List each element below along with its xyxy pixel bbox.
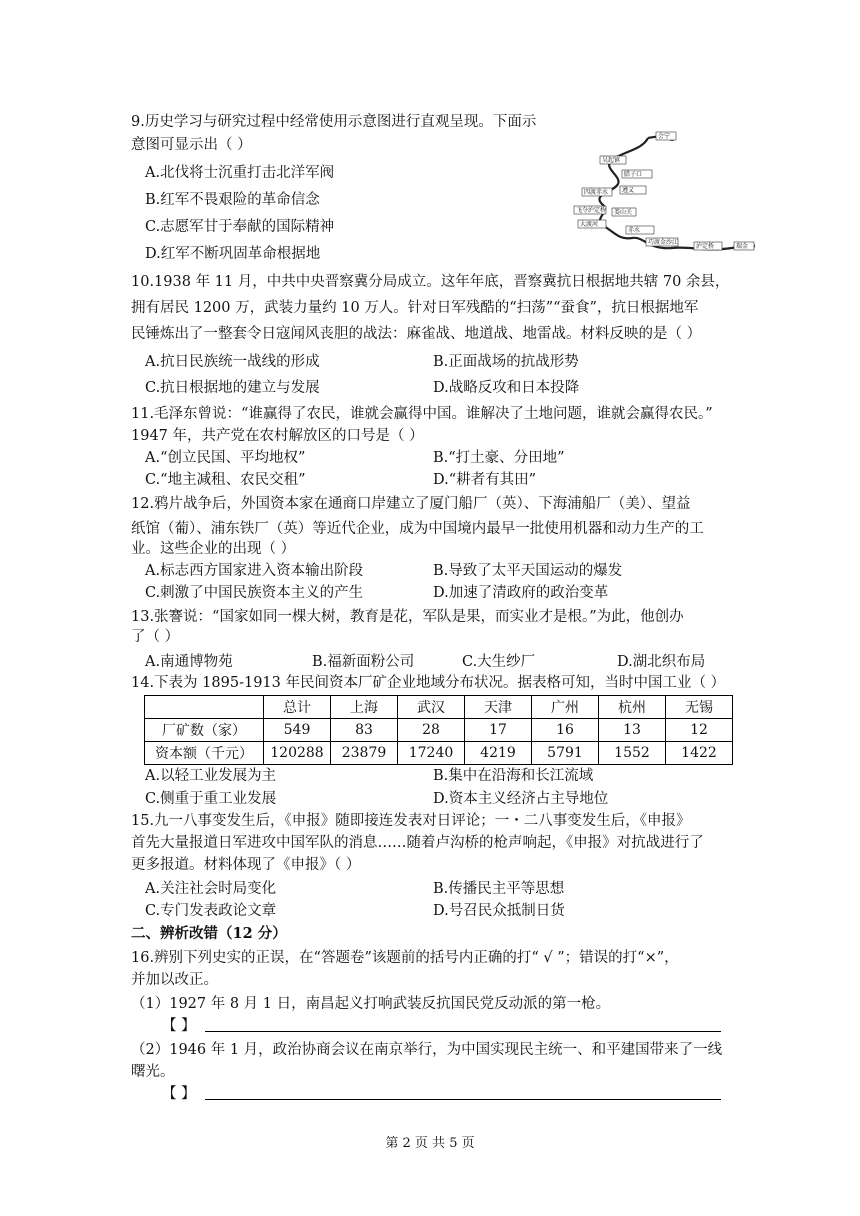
table-cell: 武汉 [398,696,465,719]
svg-text:赤水: 赤水 [628,227,641,234]
q12-option-d: D.加速了清政府的政治变革 [433,585,609,601]
table-cell: 17240 [398,742,465,765]
table-cell [145,696,264,719]
q14-stem-line1: 14.下表为 1895-1913 年民间资本厂矿企业地域分布状况。据表格可知，当时中国工业（ ） [131,675,726,691]
svg-text:四渡赤水: 四渡赤水 [584,189,609,196]
q14-option-c: C.侧重于重工业发展 [145,791,277,807]
q10-stem-line3: 民锤炼出了一整套令日寇闻风丧胆的战法：麻雀战、地道战、地雷战。材料反映的是（ ） [131,326,702,342]
q12-stem-line2: 纸馆（葡）、浦东铁厂（英）等近代企业，成为中国境内最早一批使用机器和动力生产的工 [131,521,704,537]
q10-option-b: B.正面战场的抗战形势 [433,354,579,370]
table-cell: 5791 [532,742,599,765]
q16-stem-line2: 并加以改正。 [131,972,218,988]
table-cell: 1422 [666,742,733,765]
q9-option-a: A.北伐将士沉重打击北洋军阀 [145,165,335,181]
q13-stem-line2: 了（ ） [131,629,180,645]
q11-option-a: A.“创立民国、平均地权” [145,450,306,466]
q16-answer-bracket-1: 【 】 [162,1018,196,1034]
section-heading: 二、辨析改错（12 分） [131,925,287,942]
table-cell: 13 [599,719,666,742]
table-cell: 资本额（千元） [145,742,264,765]
q15-option-a: A.关注社会时局变化 [145,881,277,897]
industry-distribution-table [144,695,733,765]
q9-option-c: C.志愿军甘于奉献的国际精神 [145,219,335,235]
table-cell: 总计 [264,696,331,719]
q16-item1: （1）1927 年 8 月 1 日，南昌起义打响武装反抗国民党反动派的第一枪。 [131,996,611,1012]
q11-option-c: C.“地主减租、农民交租” [145,472,306,488]
table-cell: 28 [398,719,465,742]
q10-option-d: D.战略反攻和日本投降 [433,380,580,396]
q16-item2-line2: 曙光。 [131,1064,175,1080]
q15-stem-line2: 首先大量报道日军进攻中国军队的消息……随着卢沟桥的枪声响起，《申报》对抗战进行了 [131,835,704,851]
svg-text:泸定桥: 泸定桥 [696,243,715,250]
table-cell: 杭州 [599,696,666,719]
table-cell: 23879 [331,742,398,765]
svg-text:大渡河: 大渡河 [580,221,599,228]
q15-option-c: C.专门发表政论文章 [145,903,277,919]
q11-option-d: D.“耕者有其田” [433,472,537,488]
table-cell: 12 [666,719,733,742]
q13-option-b: B.福新面粉公司 [312,654,415,670]
q16-item2-line1: （2）1946 年 1 月，政治协商会议在南京举行，为中国实现民主统一、和平建国带来了一线 [131,1042,723,1058]
q15-stem-line3: 更多报道。材料体现了《申报》（ ） [131,857,361,873]
q15-stem-line1: 15.九一八事变发生后，《申报》随即接连发表对日评论；一・二八事变发生后，《申报》 [131,813,691,829]
table-header-row [145,696,733,719]
q12-stem-line1: 12.鸦片战争后，外国资本家在通商口岸建立了厦门船厂（英）、下海浦船厂（美）、望益 [131,496,691,512]
q12-option-c: C.刺激了中国民族资本主义的产生 [145,585,364,601]
svg-text:会宁: 会宁 [658,133,671,140]
q10-stem-line1: 10.1938 年 11 月，中共中央晋察冀分局成立。这年年底，晋察冀抗日根据地共辖 70 余县， [131,274,730,290]
q14-option-a: A.以轻工业发展为主 [145,768,277,784]
table-row [145,719,733,742]
svg-text:遵义: 遵义 [622,187,635,194]
svg-text:娄山关: 娄山关 [614,209,633,216]
q12-option-a: A.标志西方国家进入资本输出阶段 [145,563,364,579]
table-cell: 17 [465,719,532,742]
table-cell: 上海 [331,696,398,719]
q16-answer-line-2[interactable] [205,1099,721,1100]
table-row [145,742,733,765]
table-cell: 120288 [264,742,331,765]
table-cell: 无锡 [666,696,733,719]
table-cell: 厂矿数（家） [145,719,264,742]
table-cell: 4219 [465,742,532,765]
page-number-footer: 第 2 页 共 5 页 [385,1136,475,1151]
q9-option-d: D.红军不断巩固革命根据地 [145,246,321,262]
q12-stem-line3: 业。这些企业的出现（ ） [131,541,296,557]
q15-option-b: B.传播民主平等思想 [433,881,565,897]
q9-stem-line2: 意图可显示出（ ） [131,137,252,153]
table-cell: 16 [532,719,599,742]
svg-text:腊子口: 腊子口 [624,171,643,178]
q15-option-d: D.号召民众抵制日货 [433,903,565,919]
q16-answer-line-1[interactable] [205,1031,721,1032]
q11-option-b: B.“打土豪、分田地” [433,450,565,466]
q12-option-b: B.导致了太平天国运动的爆发 [433,563,623,579]
table-cell: 天津 [465,696,532,719]
q13-option-d: D.湖北织布局 [617,654,706,670]
table-cell: 83 [331,719,398,742]
table-cell: 广州 [532,696,599,719]
svg-text:飞夺泸定桥: 飞夺泸定桥 [576,207,607,214]
long-march-route-map [562,130,762,258]
q14-option-b: B.集中在沿海和长江流域 [433,768,594,784]
table-cell: 549 [264,719,331,742]
q10-option-a: A.抗日民族统一战线的形成 [145,354,320,370]
q13-stem-line1: 13.张謇说：“国家如同一棵大树，教育是花，军队是果，而实业才是根。”为此，他创办 [131,609,684,625]
q10-option-c: C.抗日根据地的建立与发展 [145,380,320,396]
q11-stem-line1: 11.毛泽东曾说：“谁赢得了农民，谁就会赢得中国。谁解决了土地问题，谁就会赢得农民。” [131,406,713,422]
q13-option-c: C.大生纱厂 [462,654,536,670]
svg-text:巧渡金沙江: 巧渡金沙江 [648,239,679,246]
q11-stem-line2: 1947 年，共产党在农村解放区的口号是（ ） [131,428,424,444]
svg-text:瑞金: 瑞金 [736,243,749,250]
q13-option-a: A.南通博物苑 [145,654,233,670]
q9-option-b: B.红军不畏艰险的革命信念 [145,192,320,208]
q10-stem-line2: 拥有居民 1200 万，武装力量约 10 万人。针对日军残酷的“扫荡”“蚕食”，抗日根据地军 [131,300,699,316]
q9-stem-line1: 9.历史学习与研究过程中经常使用示意图进行直观呈现。下面示 [131,114,537,130]
q16-stem-line1: 16.辨别下列史实的正误，在“答题卷”该题前的括号内正确的打“ √ ”；错误的打“×”， [131,950,679,966]
q16-answer-bracket-2: 【 】 [162,1086,196,1102]
q14-option-d: D.资本主义经济占主导地位 [433,791,609,807]
svg-text:吴起镇: 吴起镇 [602,157,621,164]
table-cell: 1552 [599,742,666,765]
